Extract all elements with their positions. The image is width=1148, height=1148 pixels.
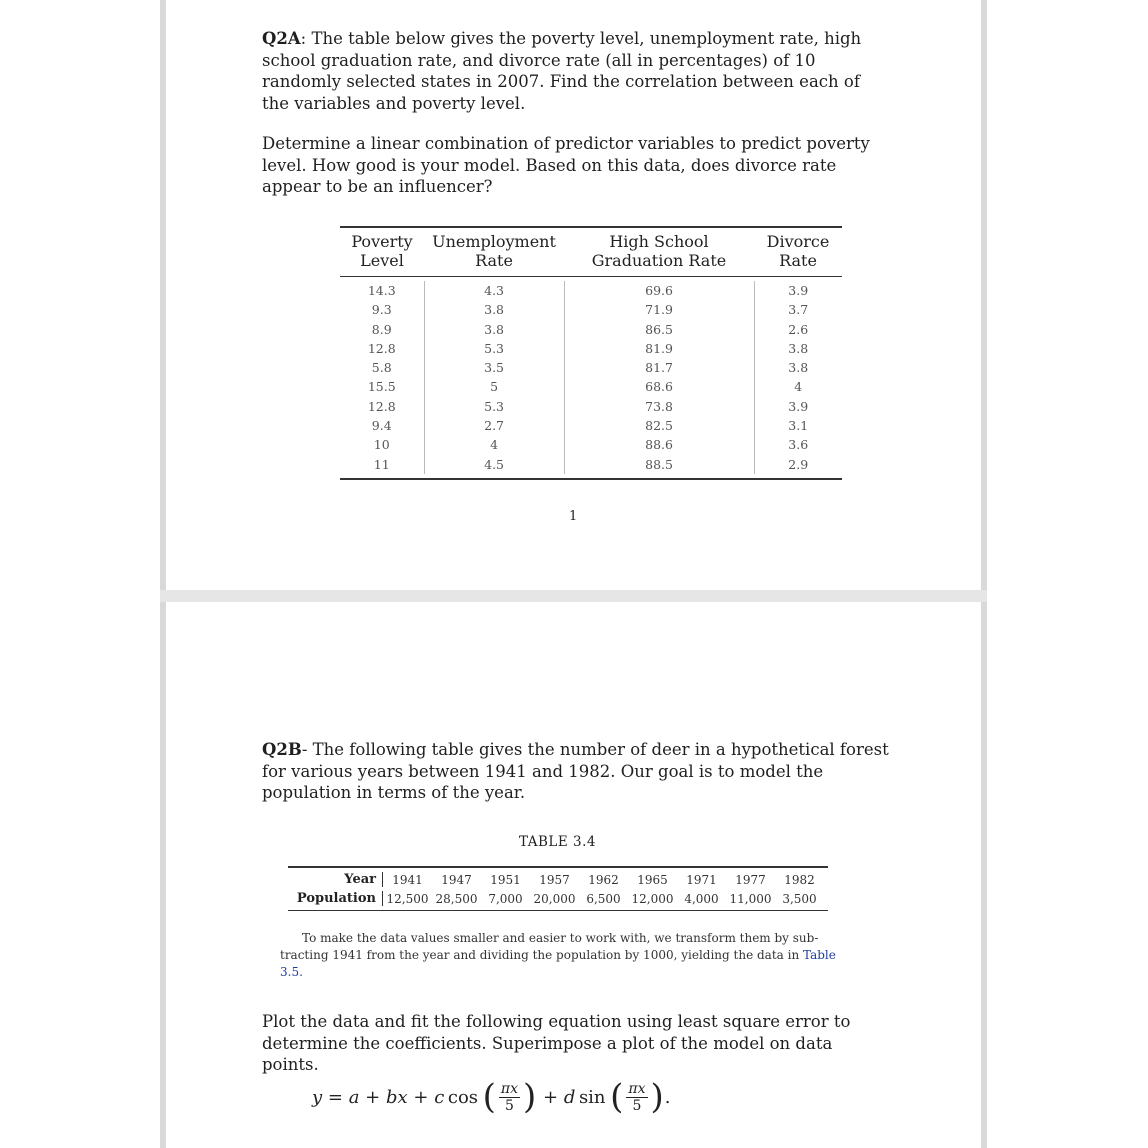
page-number: 1 xyxy=(569,509,578,524)
unemployment-cell: 3.5 xyxy=(484,360,505,376)
page-separator xyxy=(160,590,987,602)
population-cell: 20,000 xyxy=(533,891,576,906)
deer-table-year-row xyxy=(288,870,828,889)
population-cells xyxy=(383,892,824,906)
unemployment-cell: 5.3 xyxy=(484,340,505,356)
poverty-cell: 14.3 xyxy=(367,283,396,298)
page-left-border xyxy=(160,0,166,1148)
deer-table xyxy=(288,866,828,911)
divorce-cell: 3.8 xyxy=(788,360,809,376)
header-poverty-level: Poverty Level xyxy=(351,232,413,270)
year-cell: 1965 xyxy=(637,872,668,887)
divorce-cell: 3.1 xyxy=(788,418,809,434)
divorce-cell: 4 xyxy=(794,379,803,395)
graduation-cell: 82.5 xyxy=(645,418,673,434)
poverty-cell: 12.8 xyxy=(367,340,396,356)
graduation-cell: 69.6 xyxy=(645,283,673,298)
poverty-cell: 12.8 xyxy=(367,398,396,414)
unemployment-cell: 5 xyxy=(490,379,499,395)
column-unemployment xyxy=(425,281,565,474)
graduation-cell: 81.7 xyxy=(645,360,673,376)
table-note-text: To make the data values smaller and easier to work with, we transform them by sub-tracting 1941 from the year and dividing the population by 1000, yielding the data in xyxy=(280,931,819,962)
unemployment-cell: 4.3 xyxy=(484,283,505,298)
year-cell: 1977 xyxy=(735,872,766,887)
divorce-cell: 2.9 xyxy=(788,456,809,472)
population-cell: 28,500 xyxy=(435,891,478,906)
column-poverty xyxy=(340,281,425,474)
table-note xyxy=(280,930,836,981)
poverty-cell: 9.3 xyxy=(371,302,392,318)
poverty-cell: 15.5 xyxy=(367,379,396,395)
graduation-cell: 88.6 xyxy=(645,437,673,453)
q2a-paragraph-2: Determine a linear combination of predictor variables to predict poverty level. How good is your model. Based on this data, does divorce rate appear to be an influencer? xyxy=(262,134,870,196)
year-cell: 1951 xyxy=(490,872,521,887)
q2b-text: - The following table gives the number of deer in a hypothetical forest for various years between 1941 and 1982. Our goal is to model the population in terms of the year. xyxy=(262,740,889,802)
poverty-cell: 8.9 xyxy=(371,321,392,337)
q2a-text: : The table below gives the poverty level, unemployment rate, high school graduation rate, and divorce rate (all in percentages) of 10 randomly selected states in 2007. Find the correlation between each of the variables and poverty level. xyxy=(262,29,862,113)
divorce-cell: 3.7 xyxy=(788,302,809,318)
model-equation: y = a + bx + c cos ( $\frac{\pi x}{5}$ ) + d sin ( $\frac{\pi x}{5}$ ) . xyxy=(312,1077,671,1117)
poverty-table xyxy=(340,226,842,480)
column-divorce xyxy=(755,281,842,474)
year-cell: 1947 xyxy=(441,872,472,887)
year-cell: 1941 xyxy=(392,872,423,887)
header-graduation-rate: High School Graduation Rate xyxy=(591,232,727,270)
unemployment-cell: 3.8 xyxy=(484,321,505,337)
divorce-cell: 3.9 xyxy=(788,283,809,298)
population-cell: 12,000 xyxy=(631,891,674,906)
graduation-cell: 71.9 xyxy=(645,302,673,318)
unemployment-cell: 3.8 xyxy=(484,302,505,318)
header-unemployment-rate: Unemployment Rate xyxy=(432,232,556,270)
q2b-label: Q2B xyxy=(262,740,302,759)
population-cell: 3,500 xyxy=(782,891,817,906)
population-cell: 7,000 xyxy=(488,891,523,906)
population-cell: 4,000 xyxy=(684,891,719,906)
divorce-cell: 3.6 xyxy=(788,437,809,453)
year-cell: 1957 xyxy=(539,872,570,887)
graduation-cell: 68.6 xyxy=(645,379,673,395)
unemployment-cell: 4.5 xyxy=(484,456,505,472)
divorce-cell: 3.8 xyxy=(788,340,809,356)
population-cell: 11,000 xyxy=(729,891,772,906)
q2b-paragraph xyxy=(262,739,892,804)
poverty-cell: 9.4 xyxy=(371,418,392,434)
poverty-cell: 10 xyxy=(373,437,390,453)
poverty-cell: 5.8 xyxy=(371,360,392,376)
q2a-label: Q2A xyxy=(262,29,301,48)
population-label: Population xyxy=(288,891,383,906)
header-divorce-rate: Divorce Rate xyxy=(766,232,830,270)
table-caption: TABLE 3.4 xyxy=(519,834,597,850)
graduation-cell: 73.8 xyxy=(645,398,673,414)
graduation-cell: 81.9 xyxy=(645,340,673,356)
table-reference-link[interactable]: Table 3.5. xyxy=(280,948,836,979)
year-cell: 1982 xyxy=(784,872,815,887)
year-cells xyxy=(383,873,824,887)
divorce-cell: 2.6 xyxy=(788,321,809,337)
poverty-table-body xyxy=(340,277,842,478)
population-cell: 6,500 xyxy=(586,891,621,906)
graduation-cell: 88.5 xyxy=(645,456,673,472)
year-cell: 1971 xyxy=(686,872,717,887)
year-cell: 1962 xyxy=(588,872,619,887)
deer-table-population-row xyxy=(288,889,828,908)
poverty-table-header xyxy=(340,228,842,277)
unemployment-cell: 2.7 xyxy=(484,418,505,434)
q2b-instruction: Plot the data and fit the following equation using least square error to determine the coefficients. Superimpose a plot of the model on data points. xyxy=(262,1012,851,1074)
divorce-cell: 3.9 xyxy=(788,398,809,414)
unemployment-cell: 4 xyxy=(490,437,499,453)
unemployment-cell: 5.3 xyxy=(484,398,505,414)
page-right-border xyxy=(981,0,987,1148)
q2a-paragraph xyxy=(262,28,892,114)
population-cell: 12,500 xyxy=(386,891,429,906)
poverty-cell: 11 xyxy=(373,456,390,472)
graduation-cell: 86.5 xyxy=(645,321,673,337)
year-label: Year xyxy=(288,872,383,887)
column-graduation xyxy=(565,281,755,474)
